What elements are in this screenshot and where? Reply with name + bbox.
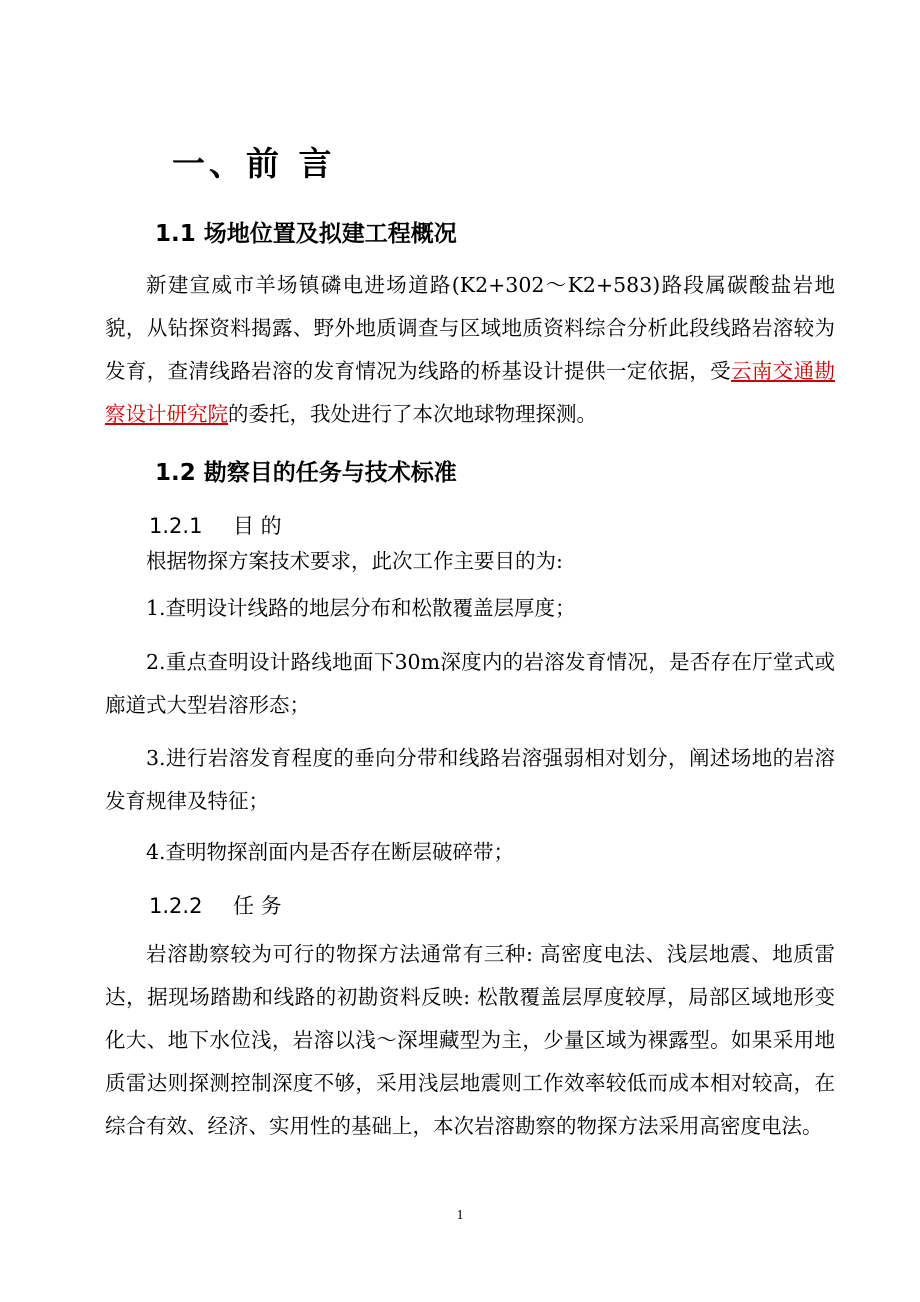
page-number: 1 — [456, 1208, 464, 1223]
purpose-item-1: 1.查明设计线路的地层分布和松散覆盖层厚度； — [146, 596, 576, 620]
subsection-1-2-2-heading — [149, 890, 282, 920]
subsection-title: 目 的 — [233, 514, 282, 538]
task-paragraph: 岩溶勘察较为可行的物探方法通常有三种: 高密度电法、浅层地震、地质雷达，据现场踏勘和线路的初勘资料反映: 松散覆盖层厚度较厚，局部区域地形变化大、地下水位浅，岩溶以浅～深埋藏型为主，少量区域为裸露型。如果采用地质雷达则探测控制深度不够，采用浅层地震则工作效率较低而成本相对较高，在综合有效、经济、实用性的基础上，本次岩溶勘察的物探方法采用高密度电法。 — [105, 942, 835, 1138]
section-1-1-title: 1.1 场地位置及拟建工程概况 — [155, 221, 457, 247]
subsection-1-2-1-heading — [149, 510, 282, 540]
institute-link[interactable]: 云南交通勘察设计研究院 — [105, 359, 836, 426]
purpose-item-3: 3.进行岩溶发育程度的垂向分带和线路岩溶强弱相对划分，阐述场地的岩溶发育规律及特征； — [105, 746, 835, 813]
subsection-number: 1.2.2 — [149, 894, 203, 918]
purpose-item-4: 4.查明物探剖面内是否存在断层破碎带； — [146, 840, 515, 864]
subsection-title: 任 务 — [233, 894, 282, 918]
section-1-1-paragraph — [105, 264, 835, 436]
section-1-2-title: 1.2 勘察目的任务与技术标准 — [155, 460, 457, 486]
chapter-title: 一、前 言 — [172, 144, 336, 183]
purpose-intro: 根据物探方案技术要求，此次工作主要目的为: — [146, 549, 563, 573]
subsection-number: 1.2.1 — [149, 514, 203, 538]
paragraph-text-after-link: 的委托，我处进行了本次地球物理探测。 — [228, 402, 597, 426]
purpose-item-2: 2.重点查明设计路线地面下30m深度内的岩溶发育情况，是否存在厅堂式或廊道式大型岩溶形态； — [105, 650, 835, 717]
paragraph-text-before-link: 新建宣威市羊场镇磷电进场道路(K2+302～K2+583)路段属碳酸盐岩地貌，从钻探资料揭露、野外地质调查与区域地质资料综合分析此段线路岩溶较为发育，查清线路岩溶的发育情况为线路的桥基设计提供一定依据，受 — [105, 273, 835, 383]
